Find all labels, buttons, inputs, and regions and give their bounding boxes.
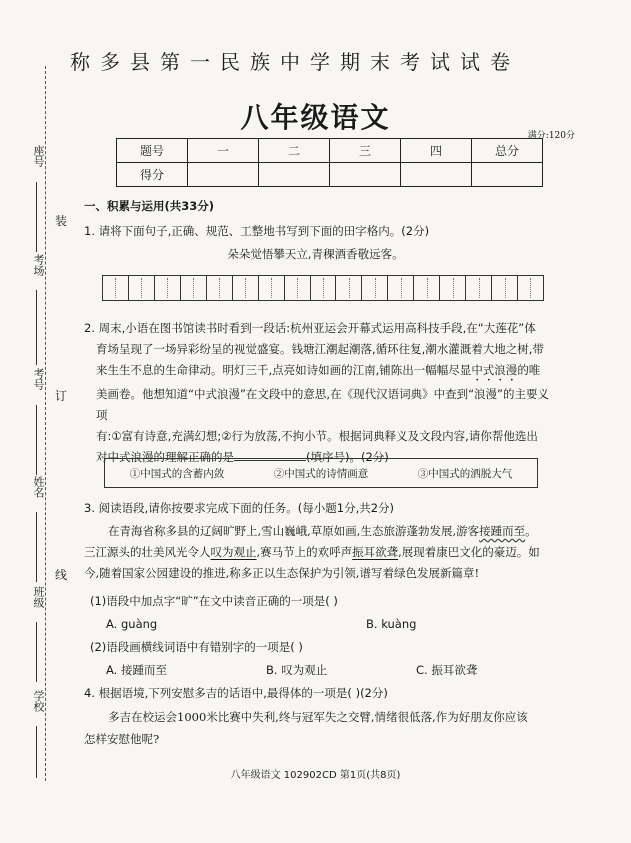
emphasized-phrase: 中式浪漫 bbox=[471, 363, 518, 377]
question-3-prompt: 3. 阅读语段,请你按要求完成下面的任务。(每小题1分,共2分) bbox=[84, 501, 395, 515]
name-line bbox=[36, 512, 37, 582]
score-table-header-cell: 二 bbox=[259, 139, 330, 163]
grid-cell[interactable] bbox=[335, 275, 361, 301]
question-2-line6-start: 对中式浪漫的理解正确的是 bbox=[96, 450, 234, 464]
question-2-line3-end: 的唯 bbox=[517, 363, 541, 377]
underlined-word: 振耳欲聋 bbox=[352, 545, 399, 559]
question-2-line6-end: (填序号)。(2分) bbox=[306, 450, 389, 464]
seat-number-line bbox=[36, 182, 37, 252]
binding-mark-zhuang: 装 bbox=[55, 214, 68, 228]
sub-1-option-a: A. guàng bbox=[106, 617, 158, 631]
question-3-sub-2: (2)语段画横线词语中有错别字的一项是( ) bbox=[90, 640, 303, 654]
wavy-underlined-word: 接踵而至 bbox=[479, 524, 526, 538]
score-table-header-cell: 一 bbox=[188, 139, 259, 163]
sub-2-option-c: C. 振耳欲聋 bbox=[416, 663, 478, 677]
grid-cell[interactable] bbox=[491, 275, 517, 301]
exam-room-label: 考场 bbox=[32, 254, 45, 276]
score-table-header-cell: 三 bbox=[330, 139, 401, 163]
class-line bbox=[36, 622, 37, 682]
question-3-sub-1: (1)语段中加点字“旷”在文中读音正确的一项是( ) bbox=[90, 594, 338, 608]
school-exam-title: 称多县第一民族中学期末考试试卷 bbox=[70, 50, 520, 74]
subject-title: 八年级语文 bbox=[240, 101, 391, 134]
question-1-prompt: 1. 请将下面句子,正确、规范、工整地书写到下面的田字格内。(2分) bbox=[84, 224, 430, 238]
exam-room-line bbox=[36, 290, 37, 365]
passage-text: 。 bbox=[525, 524, 537, 538]
sub-2-option-b: B. 叹为观止 bbox=[266, 663, 328, 677]
question-2-line: 2. 周末,小语在图书馆读书时看到一段话:杭州亚运会开幕式运用高科技手段,在“大莲花”体 bbox=[84, 321, 536, 335]
sub-1-option-b: B. kuàng bbox=[366, 617, 417, 631]
score-table-header-cell: 题号 bbox=[117, 139, 188, 163]
passage-text: 在青海省称多县的辽阔旷野上,雪山巍峨,草原如画,生态旅游蓬勃发展,游客 bbox=[108, 524, 480, 538]
grid-cell[interactable] bbox=[258, 275, 284, 301]
question-1-sentence: 朵朵觉悟攀天立,青稞酒香敬远客。 bbox=[227, 247, 404, 261]
score-cell-total[interactable] bbox=[472, 163, 543, 187]
passage-line-2 bbox=[84, 542, 564, 563]
passage-text: ,赛马节上的欢呼声 bbox=[256, 545, 353, 559]
full-score: 满分:120分 bbox=[527, 131, 575, 141]
grid-cell[interactable] bbox=[465, 275, 491, 301]
question-2-text bbox=[84, 318, 554, 468]
grid-cell[interactable] bbox=[154, 275, 180, 301]
grid-cell[interactable] bbox=[310, 275, 336, 301]
question-2-line3-start: 来生生不息的生命律动。明灯三千,点亮如诗如画的江南,铺陈出一幅幅尽显 bbox=[96, 363, 472, 377]
question-2-line: 有:①富有诗意,充满幻想;②行为放荡,不拘小节。根据词典释义及文段内容,请你帮他选出 bbox=[96, 429, 538, 443]
name-label: 姓名 bbox=[32, 476, 45, 498]
grid-cell[interactable] bbox=[387, 275, 413, 301]
score-table-score-row bbox=[117, 163, 543, 187]
score-table-header-cell: 总分 bbox=[472, 139, 543, 163]
passage-line-1 bbox=[84, 521, 564, 542]
grid-cell[interactable] bbox=[180, 275, 206, 301]
score-table bbox=[116, 138, 543, 187]
underlined-word: 叹为观止 bbox=[210, 545, 257, 559]
grid-cell[interactable] bbox=[232, 275, 258, 301]
option-1: ①中国式的含蓄内敛 bbox=[129, 467, 225, 480]
question-4-prompt: 4. 根据语境,下列安慰多吉的话语中,最得体的一项是( )(2分) bbox=[84, 686, 388, 700]
score-table-header-row bbox=[117, 139, 543, 163]
exam-number-label: 考号 bbox=[32, 368, 45, 390]
grid-cell[interactable] bbox=[413, 275, 439, 301]
grid-cell[interactable] bbox=[439, 275, 465, 301]
grid-cell[interactable] bbox=[361, 275, 387, 301]
score-row-label: 得分 bbox=[117, 163, 188, 187]
grid-cell[interactable] bbox=[517, 275, 544, 301]
question-3-passage bbox=[84, 521, 564, 584]
grid-cell[interactable] bbox=[128, 275, 154, 301]
binding-mark-xian: 线 bbox=[55, 568, 68, 582]
question-2-line: 育场呈现了一场异彩纷呈的视觉盛宴。钱塘江潮起潮落,循环往复,潮水灌溉着大地之树,带 bbox=[96, 342, 544, 356]
exam-number-line bbox=[36, 405, 37, 475]
section-heading: 一、积累与运用(共33分) bbox=[84, 199, 215, 213]
grid-cell[interactable] bbox=[284, 275, 310, 301]
sub-2-option-a: A. 接踵而至 bbox=[106, 663, 167, 677]
binding-mark-ding: 订 bbox=[55, 389, 68, 403]
question-2-options-box bbox=[104, 458, 538, 488]
passage-line-3: 今,随着国家公园建设的推进,称多正以生态保护为引领,谱写着绿色发展新篇章! bbox=[84, 566, 480, 580]
passage-text: ,展现着康巴文化的豪迈。如 bbox=[398, 545, 540, 559]
score-cell-2[interactable] bbox=[259, 163, 330, 187]
school-label: 学校 bbox=[32, 690, 45, 712]
score-cell-1[interactable] bbox=[188, 163, 259, 187]
seat-number-label: 座号 bbox=[32, 145, 45, 167]
question-4-text-line-1: 多吉在校运会1000米比赛中失利,终与冠军失之交臂,情绪很低落,作为好朋友你应该 bbox=[108, 710, 528, 724]
option-3: ③中国式的洒脱大气 bbox=[417, 467, 513, 480]
score-cell-3[interactable] bbox=[330, 163, 401, 187]
tianzige-grid[interactable] bbox=[102, 275, 544, 301]
question-2-line: 美画卷。他想知道“中式浪漫”在文段中的意思,在《现代汉语词典》中查到“浪漫”的主要义项 bbox=[96, 387, 549, 422]
score-table-header-cell: 四 bbox=[401, 139, 472, 163]
page-footer: 八年级语文 102902CD 第1页(共8页) bbox=[230, 770, 401, 781]
score-cell-4[interactable] bbox=[401, 163, 472, 187]
question-4-text-line-2: 怎样安慰他呢? bbox=[84, 732, 160, 746]
option-2: ②中国式的诗情画意 bbox=[273, 467, 369, 480]
binding-dashed-line bbox=[45, 66, 47, 781]
grid-cell[interactable] bbox=[206, 275, 232, 301]
grid-cell[interactable] bbox=[102, 275, 128, 301]
question-2-line bbox=[84, 360, 554, 384]
passage-text: 三江源头的壮美风光令人 bbox=[84, 545, 211, 559]
class-label: 班级 bbox=[32, 586, 45, 608]
